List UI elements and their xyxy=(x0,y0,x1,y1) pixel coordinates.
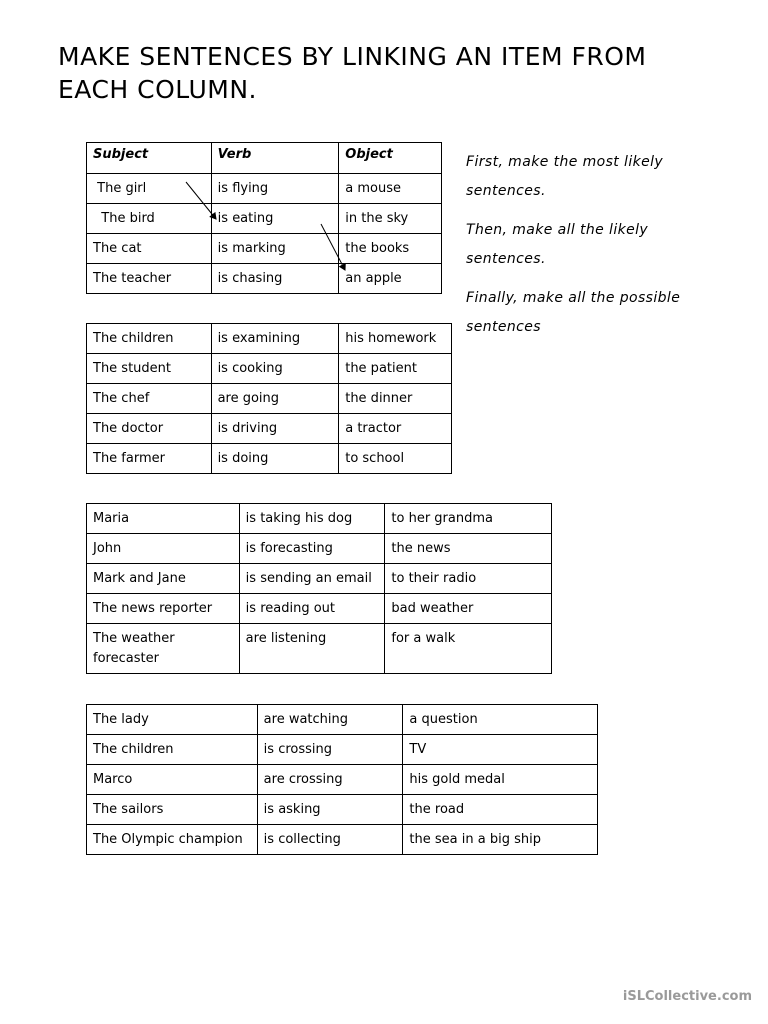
worksheet-title xyxy=(58,40,738,106)
table-2 xyxy=(86,323,452,474)
verb-cell: is asking xyxy=(257,795,403,825)
table-row xyxy=(87,564,552,594)
subject-cell: Mark and Jane xyxy=(87,564,240,594)
header-object: Object xyxy=(339,143,442,174)
subject-cell: The teacher xyxy=(87,264,212,294)
subject-cell: The children xyxy=(87,735,258,765)
verb-cell: is eating xyxy=(211,204,339,234)
subject-cell: The doctor xyxy=(87,414,212,444)
table-row xyxy=(87,624,552,674)
object-cell: in the sky xyxy=(339,204,442,234)
subject-cell: The sailors xyxy=(87,795,258,825)
verb-cell: is sending an email xyxy=(239,564,385,594)
subject-cell: The children xyxy=(87,324,212,354)
object-cell: the sea in a big ship xyxy=(403,825,598,855)
table-row xyxy=(87,384,452,414)
verb-cell: is chasing xyxy=(211,264,339,294)
object-cell: to their radio xyxy=(385,564,552,594)
table-row xyxy=(87,444,452,474)
object-cell: the news xyxy=(385,534,552,564)
verb-cell: is doing xyxy=(211,444,339,474)
verb-cell: is driving xyxy=(211,414,339,444)
object-cell: the road xyxy=(403,795,598,825)
instructions xyxy=(466,148,726,352)
subject-cell: The girl xyxy=(87,174,212,204)
header-verb: Verb xyxy=(211,143,339,174)
subject-cell: The Olympic champion xyxy=(87,825,258,855)
table-row xyxy=(87,174,442,204)
title-line-1: MAKE SENTENCES BY LINKING AN ITEM FROM xyxy=(58,42,647,71)
subject-cell: The lady xyxy=(87,705,258,735)
subject-cell: The weather forecaster xyxy=(87,624,240,674)
verb-cell: is forecasting xyxy=(239,534,385,564)
table-row xyxy=(87,594,552,624)
header-subject: Subject xyxy=(87,143,212,174)
table-3 xyxy=(86,503,552,674)
table-row xyxy=(87,735,598,765)
table-row xyxy=(87,534,552,564)
object-cell: a mouse xyxy=(339,174,442,204)
table-row xyxy=(87,795,598,825)
table-1 xyxy=(86,142,442,294)
table-row xyxy=(87,234,442,264)
table-row xyxy=(87,324,452,354)
table-row xyxy=(87,705,598,735)
object-cell: the books xyxy=(339,234,442,264)
verb-cell: is marking xyxy=(211,234,339,264)
table-row xyxy=(87,264,442,294)
verb-cell: are listening xyxy=(239,624,385,674)
object-cell: his gold medal xyxy=(403,765,598,795)
subject-cell: The news reporter xyxy=(87,594,240,624)
table-4 xyxy=(86,704,598,855)
subject-cell: The farmer xyxy=(87,444,212,474)
watermark: iSLCollective.com xyxy=(622,989,752,1004)
table-row xyxy=(87,204,442,234)
instruction-first: First, make the most likely sentences. xyxy=(466,154,664,199)
verb-cell: is examining xyxy=(211,324,339,354)
verb-cell: is cooking xyxy=(211,354,339,384)
subject-cell: The cat xyxy=(87,234,212,264)
table-row xyxy=(87,354,452,384)
object-cell: his homework xyxy=(339,324,452,354)
object-cell: a question xyxy=(403,705,598,735)
table-row xyxy=(87,825,598,855)
table-row xyxy=(87,414,452,444)
verb-cell: is flying xyxy=(211,174,339,204)
subject-cell: The student xyxy=(87,354,212,384)
object-cell: TV xyxy=(403,735,598,765)
object-cell: to school xyxy=(339,444,452,474)
subject-cell: John xyxy=(87,534,240,564)
table-header-row xyxy=(87,143,442,174)
object-cell: to her grandma xyxy=(385,504,552,534)
instruction-finally: Finally, make all the possible sentences xyxy=(466,290,681,335)
instruction-then: Then, make all the likely sentences. xyxy=(466,222,649,267)
object-cell: bad weather xyxy=(385,594,552,624)
table-row xyxy=(87,504,552,534)
object-cell: for a walk xyxy=(385,624,552,674)
subject-cell: Maria xyxy=(87,504,240,534)
verb-cell: is crossing xyxy=(257,735,403,765)
verb-cell: are watching xyxy=(257,705,403,735)
title-line-2: EACH COLUMN. xyxy=(58,75,257,104)
verb-cell: are crossing xyxy=(257,765,403,795)
verb-cell: is reading out xyxy=(239,594,385,624)
verb-cell: is taking his dog xyxy=(239,504,385,534)
subject-cell: The chef xyxy=(87,384,212,414)
object-cell: a tractor xyxy=(339,414,452,444)
object-cell: the dinner xyxy=(339,384,452,414)
table-row xyxy=(87,765,598,795)
object-cell: an apple xyxy=(339,264,442,294)
subject-cell: Marco xyxy=(87,765,258,795)
verb-cell: is collecting xyxy=(257,825,403,855)
verb-cell: are going xyxy=(211,384,339,414)
object-cell: the patient xyxy=(339,354,452,384)
subject-cell: The bird xyxy=(87,204,212,234)
